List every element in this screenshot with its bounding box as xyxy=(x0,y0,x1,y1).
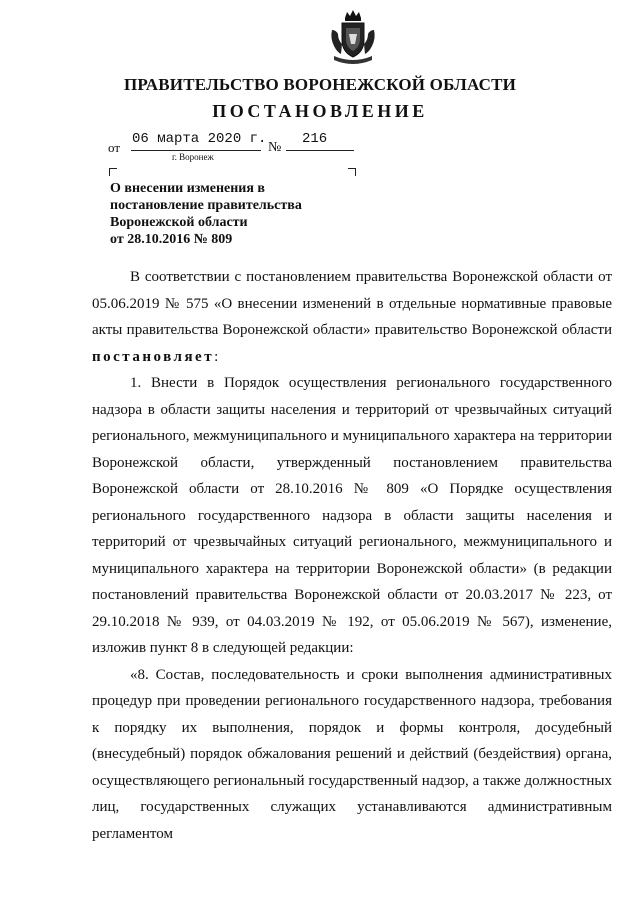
clause-8-paragraph: «8. Состав, последовательность и сроки выполнения административных процедур при проведении регионального государственного надзора, требования к порядку их выполнения, порядок и формы контроля, досудебный (внесудебный) порядок обжалования решений и действий (бездействия) органа, осуществляющего региональный государственный надзор, а также должностных лиц, государственных служащих устанавливаются административным регламентом xyxy=(92,666,612,842)
preamble-paragraph xyxy=(92,264,612,370)
preamble-colon: : xyxy=(214,348,219,365)
preamble-text: В соответствии с постановлением правительства Воронежской области от 05.06.2019 № 575 «О внесении изменений в отдельные нормативные правовые акты правительства Воронежской области» правительство Воронежской области xyxy=(92,269,612,338)
city-label: г. Воронеж xyxy=(172,152,214,162)
government-title: ПРАВИТЕЛЬСТВО ВОРОНЕЖСКОЙ ОБЛАСТИ xyxy=(123,75,517,94)
subject-line: постановление правительства xyxy=(110,198,302,213)
date-underline xyxy=(131,150,261,151)
subject-line: от 28.10.2016 № 809 xyxy=(110,232,233,247)
number-label: № xyxy=(268,140,282,155)
subject-bracket-right xyxy=(348,168,356,176)
coat-of-arms-icon xyxy=(328,10,378,66)
document-subject xyxy=(110,180,350,248)
subject-line: Воронежской области xyxy=(110,215,248,230)
subject-bracket-left xyxy=(109,168,117,176)
document-body xyxy=(92,264,612,847)
document-number: 216 xyxy=(302,131,328,147)
decree-keyword: постановляет xyxy=(92,348,215,365)
document-date: 06 марта 2020 г. xyxy=(132,131,267,147)
number-underline xyxy=(286,150,354,151)
subject-line: О внесении изменения в xyxy=(110,181,265,196)
clause-1-paragraph: 1. Внести в Порядок осуществления регионального государственного надзора в области защиты населения и территорий от чрезвычайных ситуаций регионального, межмуниципального и муниципального характера на территории Воронежской области, утвержденный постановлением правительства Воронежской области от 28.10.2016 № 809 «О Порядке осуществления регионального государственного надзора в области защиты населения и территорий от чрезвычайных ситуаций регионального, межмуниципального и муниципального характера на территории Воронежской области» (в редакции постановлений правительства Воронежской области от 20.03.2017 № 223, от 29.10.2018 № 939, от 04.03.2019 № 192, от 05.06.2019 № 567), изменение, изложив пункт 8 в следующей редакции: xyxy=(92,375,612,656)
date-prefix-label: от xyxy=(108,140,121,155)
document-type-title: ПОСТАНОВЛЕНИЕ xyxy=(212,101,428,121)
